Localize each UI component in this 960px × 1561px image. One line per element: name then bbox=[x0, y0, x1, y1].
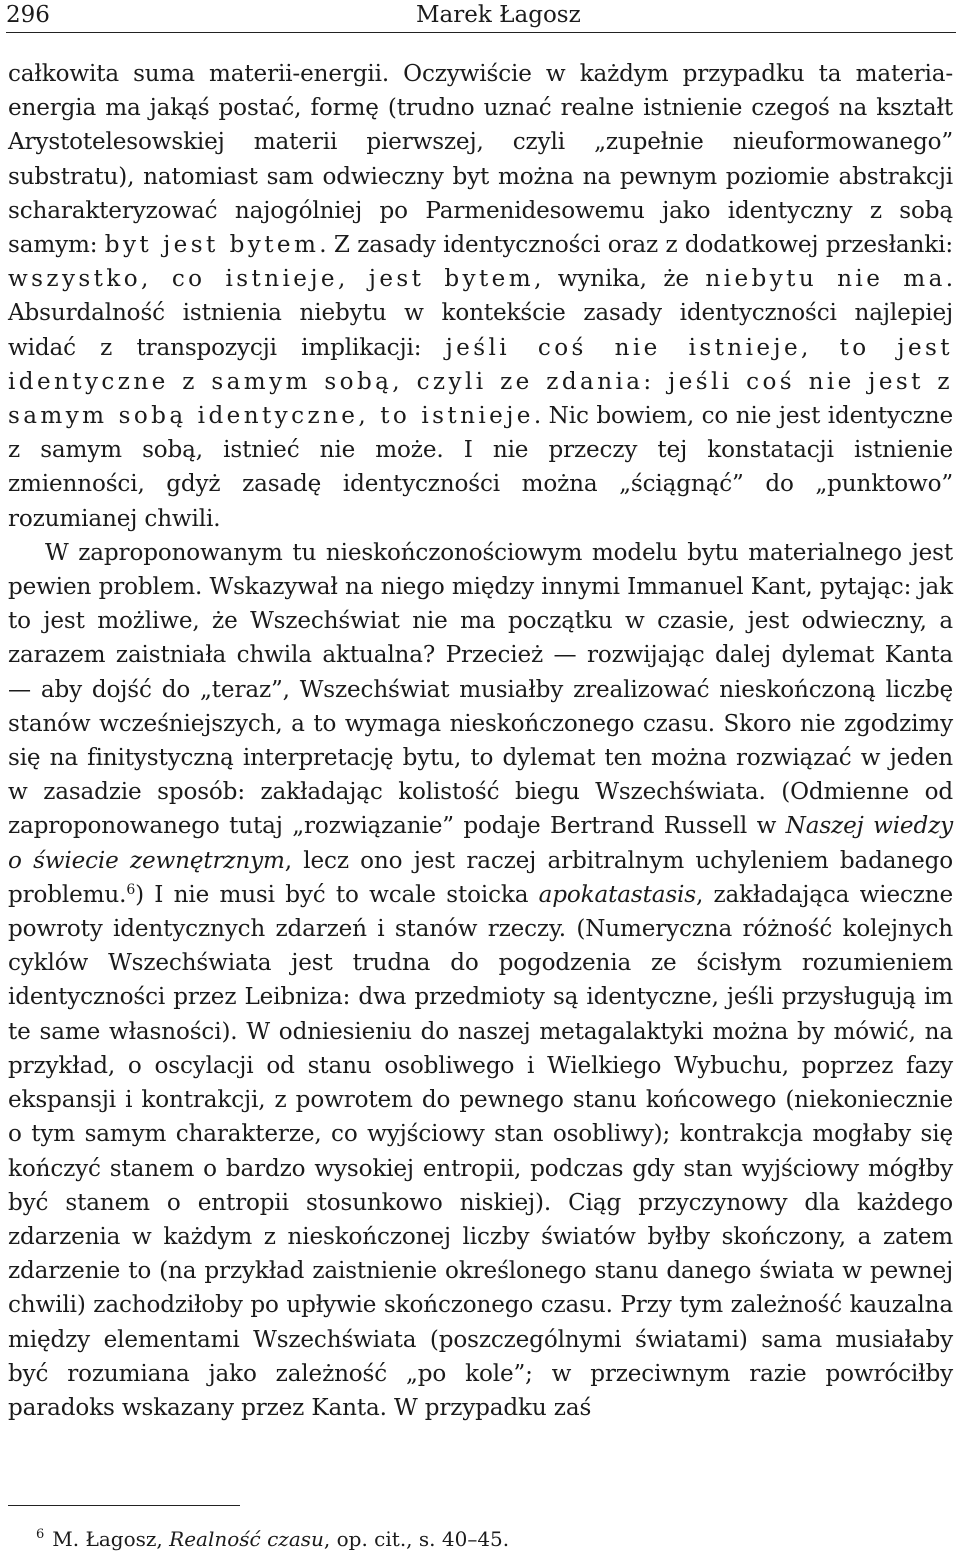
italic-text: Naszej wiedzy o świecie zewnętrznym bbox=[8, 813, 953, 874]
footnote-rule bbox=[8, 1505, 240, 1506]
text-run: . Nic bowiem, co nie jest identyczne z samym sobą, istnieć nie może. I nie przeczy tej konstatacji istnienie zmienności, gdyż zasadę identyczności można „ściągnąć” do „punktowo” rozumianej chwili. bbox=[8, 403, 953, 532]
body-text bbox=[8, 57, 953, 1425]
text-run: M. Łagosz, bbox=[52, 1527, 170, 1551]
footnote-mark: 6 bbox=[36, 1527, 45, 1542]
footnote-text bbox=[52, 1527, 509, 1551]
running-header-author: Marek Łagosz bbox=[416, 2, 581, 28]
text-run: , lecz ono jest raczej arbitralnym uchyleniem badanego problemu. bbox=[8, 847, 953, 908]
text-run: . Z zasady identyczności oraz z dodatkowej przesłanki: bbox=[319, 232, 953, 259]
header-rule bbox=[6, 32, 956, 33]
spaced-emphasis: niebytu nie ma bbox=[705, 266, 946, 293]
page-number: 296 bbox=[6, 2, 50, 28]
spaced-emphasis: byt jest bytem bbox=[104, 232, 320, 259]
text-run: , op. cit., s. 40–45. bbox=[323, 1527, 510, 1551]
italic-text: Realność czasu bbox=[169, 1527, 324, 1551]
paragraph bbox=[8, 536, 953, 1425]
spaced-emphasis: wszystko, co istnieje, jest bytem bbox=[8, 266, 535, 293]
footnote-reference: 6 bbox=[126, 881, 136, 898]
italic-text: apokatastasis bbox=[538, 881, 696, 908]
text-run: , wynika, że bbox=[534, 266, 706, 293]
paragraph bbox=[8, 57, 953, 536]
text-run: . Absurdalność istnienia niebytu w kontekście zasady identyczności najlepiej widać z transpozycji implikacji: bbox=[8, 266, 953, 361]
text-run: ) I nie musi być to wcale stoicka bbox=[135, 881, 539, 908]
text-run: W zaproponowanym tu nieskończonościowym modelu bytu materialnego jest pewien problem. Wskazywał na niego między innymi Immanuel Kant, pytając: jak to jest możliwe, że Wszechświat nie ma początku w czasie, jest odwieczny, a zarazem zaistniała chwila aktualna? Przecież — rozwijając dalej dylemat Kanta — aby dojść do „teraz”, Wszechświat musiałby zrealizować nieskończoną liczbę stanów wcześniejszych, a to wymaga nieskończonego czasu. Skoro nie zgodzimy się na finitystyczną interpretację bytu, to dylemat ten można rozwiązać w jeden w zasadzie sposób: zakładając kolistość biegu Wszechświata. (Odmienne od zaproponowanego tutaj „rozwiązanie” podaje Bertrand Russell w bbox=[8, 539, 953, 840]
text-run: , zakładająca wieczne powroty identycznych zdarzeń i stanów rzeczy. (Numeryczna różność kolejnych cyklów Wszechświata jest trudna do pogodzenia ze ścisłym rozumieniem identyczności przez Leibniza: dwa przedmioty są identyczne, jeśli przysługują im te same własności). W odniesieniu do naszej metagalaktyki można by mówić, na przykład, o oscylacji od stanu osobliwego i Wielkiego Wybuchu, poprzez fazy ekspansji i kontrakcji, z powrotem do pewnego stanu końcowego (niekoniecznie o tym samym charakterze, co wyjściowy stan osobliwy); kontrakcja mogłaby się kończyć stanem o bardzo wysokiej entropii, podczas gdy stan wyjściowy mógłby być stanem o entropii stosunkowo niskiej). Ciąg przyczynowy dla każdego zdarzenia w każdym z nieskończonej liczby światów byłby skończony, a zatem zdarzenie to (na przykład zaistnienie określonego stanu danego świata w pewnej chwili) zachodziłoby po upływie skończonego czasu. Przy tym zależność kauzalna między elementami Wszechświata (poszczególnymi światami) sama musiałaby być rozumiana jako zależność „po kole”; w przeciwnym razie powróciłby paradoks wskazany przez Kanta. W przypadku zaś bbox=[8, 881, 954, 1421]
running-header bbox=[6, 0, 954, 34]
spaced-emphasis: jeśli coś nie istnieje, to jest identyczne z samym sobą, czyli ze zdania: jeśli coś nie jest z samym sobą identyczne, to istnieje bbox=[8, 334, 953, 430]
footnote bbox=[8, 1520, 908, 1554]
text-run: całkowita suma materii-energii. Oczywiście w każdym przypadku ta materia-energia ma jakąś postać, formę (trudno uznać realne istnienie czegoś na kształt Arystotelesowskiej materii pierwszej, czyli „zupełnie nieuformowanego” substratu), natomiast sam odwieczny byt można na pewnym poziomie abstrakcji scharakteryzować najogólniej po Parmenidesowemu jako identyczny z sobą samym: bbox=[8, 61, 953, 259]
